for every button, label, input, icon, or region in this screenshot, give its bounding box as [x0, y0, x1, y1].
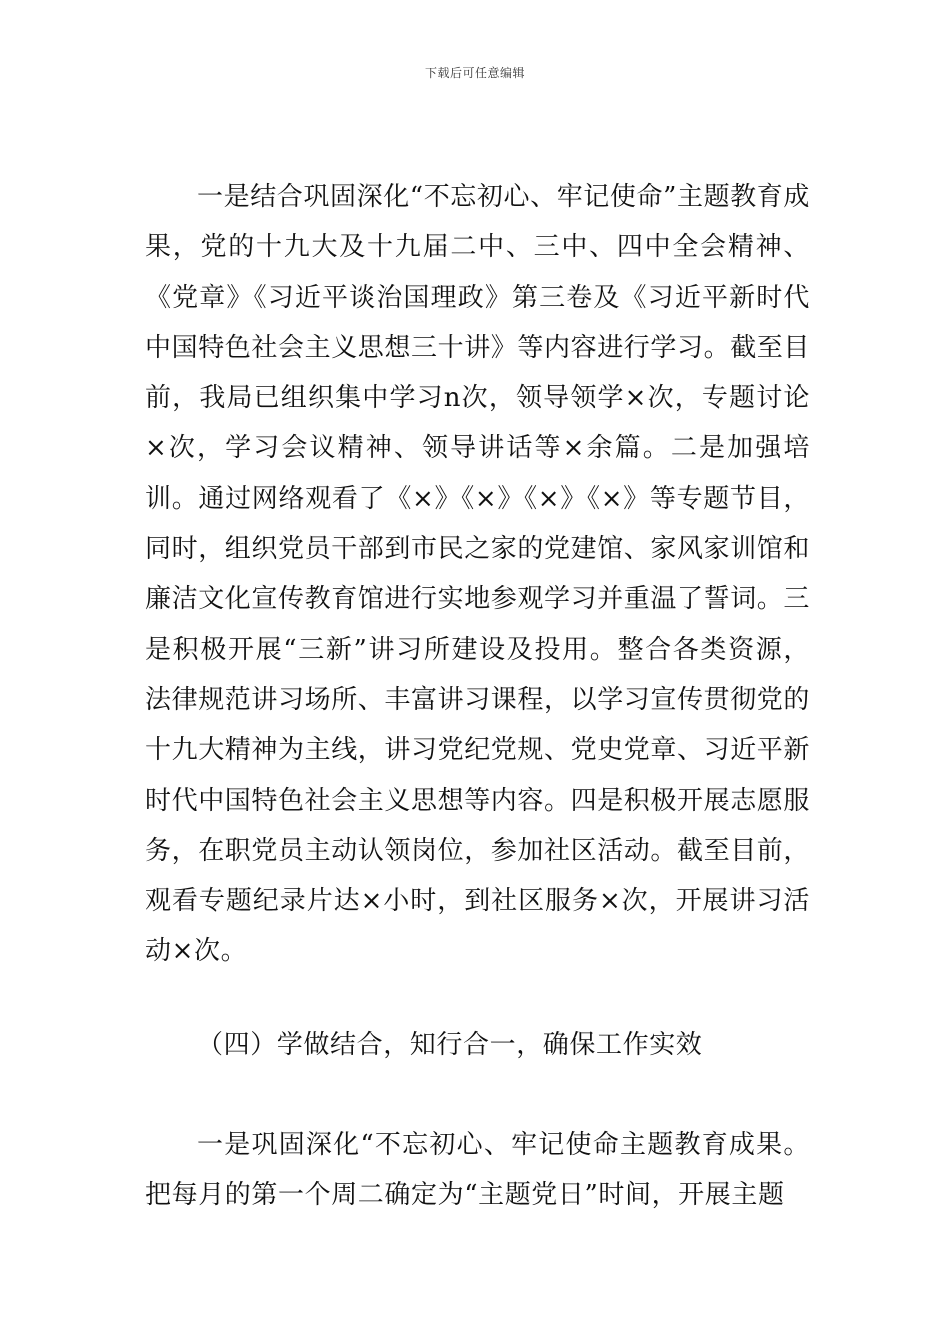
body-paragraph-1: 一是结合巩固深化“不忘初心、牢记使命”主题教育成果，党的十九大及十九届二中、三中、四中全会精神、《党章》《习近平谈治国理政》第三卷及《习近平新时代中国特色社会主义思想三十讲》等内容进行学习。截至目前，我局已组织集中学习n次，领导领学×次，专题讨论×次，学习会议精神、领导讲话等×余篇。二是加强培训。通过网络观看了《×》《×》《×》《×》等专题节目，同时，组织党员干部到市民之家的党建馆、家风家训馆和廉洁文化宣传教育馆进行实地参观学习并重温了誓词。三是积极开展“三新”讲习所建设及投用。整合各类资源，法律规范讲习场所、丰富讲习课程，以学习宣传贯彻党的十九大精神为主线，讲习党纪党规、党史党章、习近平新时代中国特色社会主义思想等内容。四是积极开展志愿服务，在职党员主动认领岗位，参加社区活动。截至目前，观看专题纪录片达×小时，到社区服务×次，开展讲习活动×次。: [145, 182, 811, 967]
page-header-note: 下载后可任意编辑: [424, 66, 525, 80]
section-heading-4: （四）学做结合，知行合一，确保工作实效: [197, 1030, 703, 1060]
body-paragraph-2: 一是巩固深化“不忘初心、牢记使命主题教育成果。把每月的第一个周二确定为“主题党日”时间，开展主题: [145, 1130, 810, 1211]
